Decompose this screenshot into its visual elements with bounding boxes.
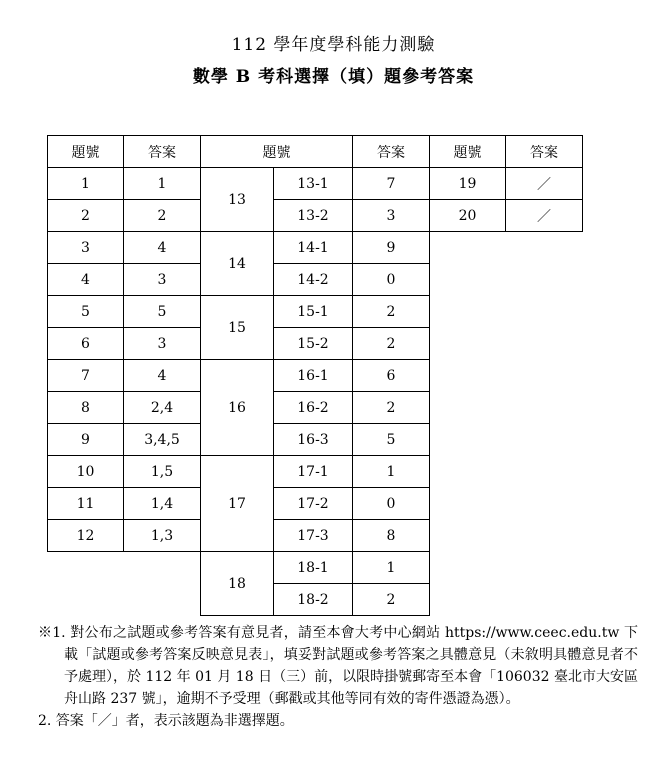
page-subtitle: 數學 B 考科選擇（填）題參考答案 <box>192 67 475 87</box>
sub-question-number: 14-1 <box>274 232 353 264</box>
answer-cell: 3 <box>124 264 201 296</box>
empty-cell <box>506 424 583 456</box>
empty-cell <box>430 328 506 360</box>
question-number: 12 <box>48 520 124 552</box>
sub-question-number: 13-1 <box>274 168 353 200</box>
sub-question-number: 18-2 <box>274 584 353 616</box>
question-number: 9 <box>48 424 124 456</box>
answer-cell: 4 <box>124 232 201 264</box>
question-number: 8 <box>48 392 124 424</box>
question-number: 1 <box>48 168 124 200</box>
question-number: 19 <box>430 168 506 200</box>
sub-question-number: 17-2 <box>274 488 353 520</box>
sub-question-number: 16-3 <box>274 424 353 456</box>
question-number: 6 <box>48 328 124 360</box>
answer-cell: 7 <box>353 168 430 200</box>
sub-question-number: 13-2 <box>274 200 353 232</box>
empty-cell <box>124 552 201 584</box>
sub-question-number: 15-1 <box>274 296 353 328</box>
empty-cell <box>506 264 583 296</box>
empty-cell <box>430 488 506 520</box>
header-question: 題號 <box>48 136 124 168</box>
table-row <box>48 456 583 488</box>
answer-cell: 1,3 <box>124 520 201 552</box>
empty-cell <box>506 296 583 328</box>
group-number: 17 <box>201 456 274 552</box>
empty-cell <box>506 584 583 616</box>
empty-cell <box>430 392 506 424</box>
answer-cell: 2 <box>353 328 430 360</box>
answer-cell: 5 <box>124 296 201 328</box>
table-row <box>48 584 583 616</box>
answer-cell: 1 <box>124 168 201 200</box>
header-answer: 答案 <box>353 136 430 168</box>
empty-cell <box>48 584 124 616</box>
empty-cell <box>124 584 201 616</box>
empty-cell <box>430 584 506 616</box>
empty-cell <box>430 360 506 392</box>
question-number: 11 <box>48 488 124 520</box>
table-row <box>48 328 583 360</box>
answer-cell: 4 <box>124 360 201 392</box>
answer-cell: 2 <box>124 200 201 232</box>
empty-cell <box>430 552 506 584</box>
table-row <box>48 168 583 200</box>
sub-question-number: 14-2 <box>274 264 353 296</box>
sub-question-number: 18-1 <box>274 552 353 584</box>
table-row <box>48 392 583 424</box>
answer-cell: ／ <box>506 168 583 200</box>
sub-question-number: 16-2 <box>274 392 353 424</box>
answer-cell: 1 <box>353 552 430 584</box>
group-number: 18 <box>201 552 274 616</box>
answer-cell: 0 <box>353 488 430 520</box>
answer-cell: 2 <box>353 392 430 424</box>
sub-question-number: 17-1 <box>274 456 353 488</box>
answer-cell: 2 <box>353 584 430 616</box>
question-number: 5 <box>48 296 124 328</box>
table-row <box>48 488 583 520</box>
table-row <box>48 200 583 232</box>
answer-cell: 1,5 <box>124 456 201 488</box>
table-header-row <box>48 136 583 168</box>
empty-cell <box>430 456 506 488</box>
header-answer: 答案 <box>124 136 201 168</box>
group-number: 16 <box>201 360 274 456</box>
empty-cell <box>430 296 506 328</box>
group-number: 13 <box>201 168 274 232</box>
notes <box>38 622 638 732</box>
sub-question-number: 15-2 <box>274 328 353 360</box>
answer-cell: 1 <box>353 456 430 488</box>
group-number: 14 <box>201 232 274 296</box>
empty-cell <box>430 424 506 456</box>
header-question: 題號 <box>201 136 353 168</box>
empty-cell <box>506 488 583 520</box>
group-number: 15 <box>201 296 274 360</box>
table-row <box>48 360 583 392</box>
header-answer: 答案 <box>506 136 583 168</box>
answer-cell: 0 <box>353 264 430 296</box>
answer-cell: 3,4,5 <box>124 424 201 456</box>
empty-cell <box>48 552 124 584</box>
table-row <box>48 264 583 296</box>
sub-question-number: 17-3 <box>274 520 353 552</box>
answer-cell: 2,4 <box>124 392 201 424</box>
table-row <box>48 552 583 584</box>
answer-cell: 1,4 <box>124 488 201 520</box>
question-number: 2 <box>48 200 124 232</box>
sub-question-number: 16-1 <box>274 360 353 392</box>
question-number: 3 <box>48 232 124 264</box>
empty-cell <box>506 520 583 552</box>
answer-cell: 8 <box>353 520 430 552</box>
table-row <box>48 520 583 552</box>
question-number: 7 <box>48 360 124 392</box>
answer-cell: 3 <box>353 200 430 232</box>
empty-cell <box>506 392 583 424</box>
empty-cell <box>506 232 583 264</box>
question-number: 4 <box>48 264 124 296</box>
table-row <box>48 424 583 456</box>
answer-table <box>47 135 583 616</box>
table-row <box>48 232 583 264</box>
question-number: 10 <box>48 456 124 488</box>
page-title: 112 學年度學科能力測驗 <box>231 35 436 55</box>
empty-cell <box>506 552 583 584</box>
answer-cell: 3 <box>124 328 201 360</box>
table-row <box>48 296 583 328</box>
empty-cell <box>430 520 506 552</box>
answer-cell: 2 <box>353 296 430 328</box>
header-question: 題號 <box>430 136 506 168</box>
empty-cell <box>430 264 506 296</box>
answer-cell: 6 <box>353 360 430 392</box>
empty-cell <box>506 456 583 488</box>
answer-cell: 9 <box>353 232 430 264</box>
empty-cell <box>430 232 506 264</box>
question-number: 20 <box>430 200 506 232</box>
answer-cell: 5 <box>353 424 430 456</box>
note-1: ※1. 對公布之試題或參考答案有意見者，請至本會大考中心網站 https://www.ceec.edu.tw 下載「試題或參考答案反映意見表」，填妥對試題或參考答案之具體意見（未敘明具體意見者不予處理），於 112 年 01 月 18 日（三）前，以限時掛號郵寄至本會「106032 臺北市大安區舟山路 237 號」，逾期不予受理（郵戳或其他等同有效的寄件憑證為憑）。 <box>38 625 638 707</box>
note-2: 2. 答案「／」者，表示該題為非選擇題。 <box>38 713 294 729</box>
answer-cell: ／ <box>506 200 583 232</box>
empty-cell <box>506 360 583 392</box>
empty-cell <box>506 328 583 360</box>
